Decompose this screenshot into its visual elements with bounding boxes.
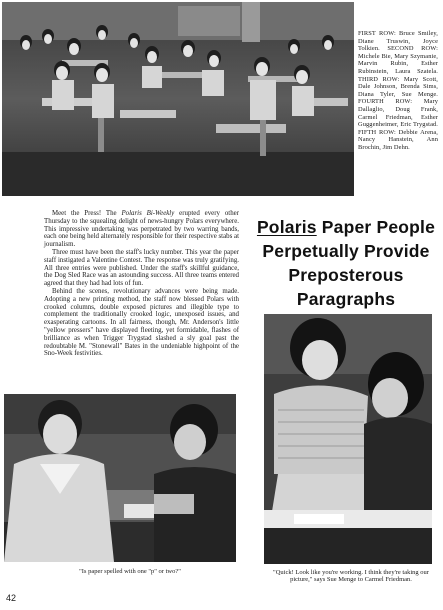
girls-photo-image (264, 314, 432, 564)
article-paragraph-1 (44, 210, 239, 249)
headline-line-2: Perpetually Provide (262, 241, 430, 261)
pair-photo-caption: "Is paper spelled with one "p" or two?" (79, 568, 181, 575)
article-paragraph-3: Behind the scenes, revolutionary advances were being made. Adopting a new printing method, the staff now blessed Polars with crooked columns, double exposed pictures and illegible type to complement the traditionally crooked logic, unexposed issues, and exasperating cartoons. In all fairness, though, Mr. Anderson's little "yellow pressers" have displayed fleeting, yet formidable, flashes of brilliance as when Trigger Trygstad slashed a sly goal past the redoubtable M. "Stonewall" Bates in the undeniable highpoint of the Sno-Week festivities. (44, 287, 239, 358)
article-paragraph-1-start: Meet the Press! The (52, 210, 122, 217)
two-students-photo (4, 394, 236, 562)
headline-polaris: Polaris (256, 217, 317, 237)
page-number: 42 (6, 593, 17, 603)
headline-line-1-rest: Paper People (316, 217, 436, 237)
girls-photo-caption: "Quick! Look like you're working. I think they're taking our picture," says Sue Menge to Carmel Friedman. (273, 569, 429, 584)
headline-line-1 (252, 215, 440, 239)
publication-name: Polaris Bi-Weekly (121, 210, 175, 217)
article-paragraph-2: Three must have been the staff's lucky number. This year the paper staff instigated a Valentine Contest. The response was truly gratifying. All three entries were published. Under the staff's skillful guidance, the Dog Sled Race was an astounding success. All three teams entered agreed that they had had lots of fun. (44, 248, 239, 288)
three-students-photo (264, 314, 432, 564)
page-headline (252, 215, 440, 311)
classroom-group-photo (2, 2, 354, 196)
classroom-photo-image (2, 2, 354, 196)
class-photo-caption: FIRST ROW: Bruce Smiley, Diane Truswin, Joyce Tolkien. SECOND ROW: Michele Bie, Mary Szymanie, Marvin Rubin, Esther Rubinstein, Laura Szatela. THIRD ROW: Mary Scott, Dale Johnson, Brenda Sims, Diana Tyler, Sue Menge. FOURTH ROW: Mary Dallaglio, Doug Frank, Carmel Friedman, Esther Guggenheimer, Eric Trygstad. FIFTH ROW: Debbie Arena, Nancy Hanstein, Ann Brochin, Jim Dehn. (358, 30, 438, 151)
article-body (44, 210, 239, 358)
headline-line-3: Preposterous Paragraphs (288, 265, 404, 309)
article-paragraph-1-end: erupted every other Thursday to the squealing delight of news-hungry Polars everywhere. This impressive undertaking was perpetrated by two warring bands, each one being held alternately responsible for their respective stabs at journalism. (44, 210, 239, 249)
pair-photo-image (4, 394, 236, 562)
